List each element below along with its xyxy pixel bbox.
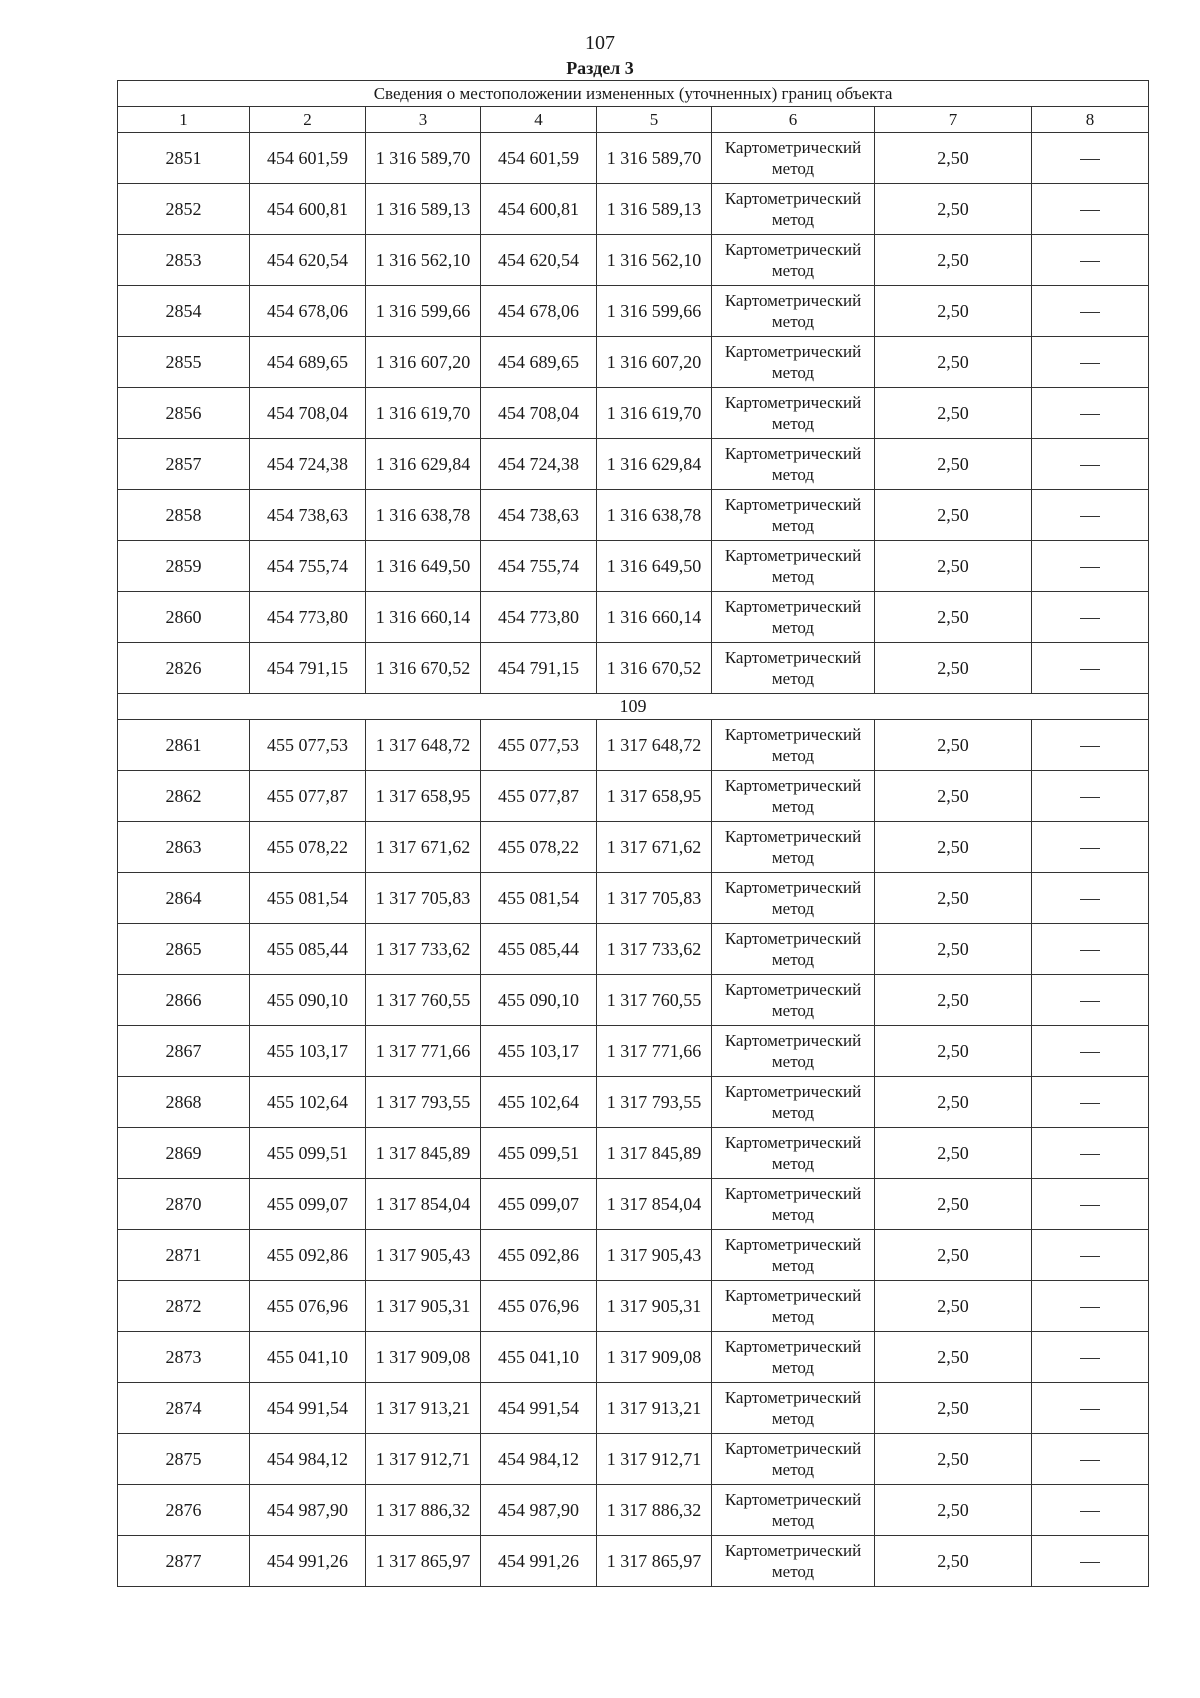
cell-method: Картометрический метод	[712, 235, 875, 286]
column-number: 3	[366, 107, 481, 133]
cell-method: Картометрический метод	[712, 1026, 875, 1077]
cell-y-old: 1 317 648,72	[366, 720, 481, 771]
cell-y-new: 1 316 629,84	[597, 439, 712, 490]
table-row	[118, 924, 1149, 975]
cell-x-old: 454 708,04	[250, 388, 366, 439]
cell-accuracy: 2,50	[875, 490, 1032, 541]
cell-point-number: 2852	[118, 184, 250, 235]
cell-method: Картометрический метод	[712, 592, 875, 643]
cell-accuracy: 2,50	[875, 235, 1032, 286]
table-caption: Сведения о местоположении измененных (уточненных) границ объекта	[118, 81, 1149, 107]
cell-description	[1032, 643, 1149, 694]
table-row	[118, 439, 1149, 490]
cell-x-old: 455 077,87	[250, 771, 366, 822]
dash-mark	[1080, 1562, 1100, 1563]
cell-description	[1032, 924, 1149, 975]
cell-method: Картометрический метод	[712, 286, 875, 337]
cell-x-old: 455 090,10	[250, 975, 366, 1026]
cell-accuracy: 2,50	[875, 873, 1032, 924]
cell-y-old: 1 316 670,52	[366, 643, 481, 694]
cell-point-number: 2868	[118, 1077, 250, 1128]
table-row	[118, 235, 1149, 286]
dash-mark	[1080, 516, 1100, 517]
cell-x-new: 455 099,51	[481, 1128, 597, 1179]
table-body	[118, 133, 1149, 1587]
cell-accuracy: 2,50	[875, 388, 1032, 439]
cell-y-new: 1 317 705,83	[597, 873, 712, 924]
cell-x-new: 455 092,86	[481, 1230, 597, 1281]
cell-x-old: 454 791,15	[250, 643, 366, 694]
cell-accuracy: 2,50	[875, 822, 1032, 873]
cell-x-old: 454 620,54	[250, 235, 366, 286]
cell-x-new: 454 738,63	[481, 490, 597, 541]
cell-point-number: 2873	[118, 1332, 250, 1383]
cell-y-old: 1 316 638,78	[366, 490, 481, 541]
cell-y-old: 1 316 660,14	[366, 592, 481, 643]
cell-x-old: 455 103,17	[250, 1026, 366, 1077]
cell-method: Картометрический метод	[712, 1383, 875, 1434]
table-row	[118, 337, 1149, 388]
cell-y-new: 1 317 913,21	[597, 1383, 712, 1434]
cell-x-new: 454 724,38	[481, 439, 597, 490]
dash-mark	[1080, 1103, 1100, 1104]
cell-accuracy: 2,50	[875, 133, 1032, 184]
cell-x-old: 455 099,51	[250, 1128, 366, 1179]
cell-y-old: 1 317 771,66	[366, 1026, 481, 1077]
cell-description	[1032, 771, 1149, 822]
cell-y-new: 1 317 886,32	[597, 1485, 712, 1536]
cell-x-new: 455 077,53	[481, 720, 597, 771]
cell-method: Картометрический метод	[712, 924, 875, 975]
cell-y-old: 1 316 649,50	[366, 541, 481, 592]
table-row	[118, 1281, 1149, 1332]
table-row	[118, 1026, 1149, 1077]
dash-mark	[1080, 669, 1100, 670]
cell-x-new: 454 991,26	[481, 1536, 597, 1587]
cell-x-new: 454 689,65	[481, 337, 597, 388]
cell-method: Картометрический метод	[712, 1536, 875, 1587]
cell-y-new: 1 316 607,20	[597, 337, 712, 388]
cell-x-new: 455 081,54	[481, 873, 597, 924]
cell-description	[1032, 1281, 1149, 1332]
cell-point-number: 2867	[118, 1026, 250, 1077]
cell-y-new: 1 317 793,55	[597, 1077, 712, 1128]
dash-mark	[1080, 1409, 1100, 1410]
cell-accuracy: 2,50	[875, 1536, 1032, 1587]
dash-mark	[1080, 159, 1100, 160]
cell-y-old: 1 317 913,21	[366, 1383, 481, 1434]
cell-x-old: 455 041,10	[250, 1332, 366, 1383]
cell-description	[1032, 541, 1149, 592]
table-row	[118, 286, 1149, 337]
cell-description	[1032, 490, 1149, 541]
cell-accuracy: 2,50	[875, 1281, 1032, 1332]
table-row	[118, 1230, 1149, 1281]
dash-mark	[1080, 210, 1100, 211]
cell-y-new: 1 316 599,66	[597, 286, 712, 337]
cell-y-new: 1 316 589,70	[597, 133, 712, 184]
cell-point-number: 2853	[118, 235, 250, 286]
cell-description	[1032, 1536, 1149, 1587]
cell-x-new: 455 099,07	[481, 1179, 597, 1230]
section-title: Раздел 3	[566, 58, 634, 78]
cell-method: Картометрический метод	[712, 541, 875, 592]
cell-method: Картометрический метод	[712, 388, 875, 439]
cell-x-new: 455 103,17	[481, 1026, 597, 1077]
cell-x-old: 455 078,22	[250, 822, 366, 873]
coordinates-table	[117, 80, 1149, 1587]
table-row	[118, 490, 1149, 541]
cell-y-new: 1 316 660,14	[597, 592, 712, 643]
cell-point-number: 2864	[118, 873, 250, 924]
dash-mark	[1080, 618, 1100, 619]
dash-mark	[1080, 1256, 1100, 1257]
cell-x-new: 454 755,74	[481, 541, 597, 592]
column-number: 5	[597, 107, 712, 133]
cell-description	[1032, 1434, 1149, 1485]
cell-description	[1032, 975, 1149, 1026]
cell-y-new: 1 317 771,66	[597, 1026, 712, 1077]
column-number: 2	[250, 107, 366, 133]
cell-point-number: 2857	[118, 439, 250, 490]
cell-y-old: 1 317 912,71	[366, 1434, 481, 1485]
dash-mark	[1080, 950, 1100, 951]
cell-accuracy: 2,50	[875, 439, 1032, 490]
cell-y-new: 1 317 905,31	[597, 1281, 712, 1332]
dash-mark	[1080, 1307, 1100, 1308]
dash-mark	[1080, 848, 1100, 849]
contour-group-row	[118, 694, 1149, 720]
cell-x-new: 455 041,10	[481, 1332, 597, 1383]
cell-y-new: 1 317 845,89	[597, 1128, 712, 1179]
dash-mark	[1080, 1511, 1100, 1512]
table-row	[118, 771, 1149, 822]
cell-accuracy: 2,50	[875, 592, 1032, 643]
table-row	[118, 643, 1149, 694]
cell-point-number: 2862	[118, 771, 250, 822]
cell-y-new: 1 317 760,55	[597, 975, 712, 1026]
cell-x-old: 455 076,96	[250, 1281, 366, 1332]
cell-x-new: 455 085,44	[481, 924, 597, 975]
table-row	[118, 1434, 1149, 1485]
cell-method: Картометрический метод	[712, 490, 875, 541]
table-row	[118, 975, 1149, 1026]
cell-method: Картометрический метод	[712, 439, 875, 490]
cell-point-number: 2859	[118, 541, 250, 592]
dash-mark	[1080, 1001, 1100, 1002]
cell-accuracy: 2,50	[875, 975, 1032, 1026]
cell-point-number: 2858	[118, 490, 250, 541]
cell-y-old: 1 317 905,31	[366, 1281, 481, 1332]
cell-y-new: 1 317 912,71	[597, 1434, 712, 1485]
table-row	[118, 1485, 1149, 1536]
cell-method: Картометрический метод	[712, 1281, 875, 1332]
cell-accuracy: 2,50	[875, 1077, 1032, 1128]
table-row	[118, 1077, 1149, 1128]
cell-y-new: 1 317 671,62	[597, 822, 712, 873]
cell-accuracy: 2,50	[875, 1026, 1032, 1077]
cell-method: Картометрический метод	[712, 1332, 875, 1383]
cell-point-number: 2874	[118, 1383, 250, 1434]
cell-x-new: 455 078,22	[481, 822, 597, 873]
cell-method: Картометрический метод	[712, 873, 875, 924]
cell-method: Картометрический метод	[712, 337, 875, 388]
cell-x-old: 454 678,06	[250, 286, 366, 337]
cell-y-old: 1 316 599,66	[366, 286, 481, 337]
cell-method: Картометрический метод	[712, 184, 875, 235]
cell-y-old: 1 316 589,70	[366, 133, 481, 184]
cell-y-old: 1 317 733,62	[366, 924, 481, 975]
cell-y-old: 1 317 760,55	[366, 975, 481, 1026]
cell-point-number: 2876	[118, 1485, 250, 1536]
table-row	[118, 133, 1149, 184]
cell-x-old: 454 773,80	[250, 592, 366, 643]
cell-y-new: 1 317 658,95	[597, 771, 712, 822]
cell-x-new: 454 984,12	[481, 1434, 597, 1485]
cell-x-old: 455 077,53	[250, 720, 366, 771]
cell-x-new: 454 791,15	[481, 643, 597, 694]
column-number: 8	[1032, 107, 1149, 133]
cell-x-new: 454 601,59	[481, 133, 597, 184]
table-row	[118, 184, 1149, 235]
cell-x-new: 454 987,90	[481, 1485, 597, 1536]
cell-description	[1032, 1230, 1149, 1281]
cell-description	[1032, 388, 1149, 439]
cell-y-new: 1 316 589,13	[597, 184, 712, 235]
cell-y-new: 1 316 670,52	[597, 643, 712, 694]
cell-x-new: 454 708,04	[481, 388, 597, 439]
cell-method: Картометрический метод	[712, 133, 875, 184]
cell-x-old: 454 724,38	[250, 439, 366, 490]
cell-x-old: 455 099,07	[250, 1179, 366, 1230]
cell-accuracy: 2,50	[875, 1332, 1032, 1383]
cell-description	[1032, 235, 1149, 286]
cell-method: Картометрический метод	[712, 975, 875, 1026]
cell-accuracy: 2,50	[875, 1383, 1032, 1434]
table-row	[118, 388, 1149, 439]
dash-mark	[1080, 414, 1100, 415]
cell-point-number: 2856	[118, 388, 250, 439]
cell-description	[1032, 1128, 1149, 1179]
cell-description	[1032, 286, 1149, 337]
cell-description	[1032, 184, 1149, 235]
dash-mark	[1080, 1154, 1100, 1155]
cell-x-new: 454 678,06	[481, 286, 597, 337]
cell-accuracy: 2,50	[875, 924, 1032, 975]
cell-point-number: 2866	[118, 975, 250, 1026]
cell-description	[1032, 1485, 1149, 1536]
cell-y-new: 1 317 733,62	[597, 924, 712, 975]
cell-x-old: 455 092,86	[250, 1230, 366, 1281]
cell-x-old: 455 081,54	[250, 873, 366, 924]
cell-point-number: 2855	[118, 337, 250, 388]
cell-description	[1032, 873, 1149, 924]
cell-y-old: 1 317 845,89	[366, 1128, 481, 1179]
cell-x-old: 454 991,26	[250, 1536, 366, 1587]
dash-mark	[1080, 363, 1100, 364]
cell-method: Картометрический метод	[712, 1485, 875, 1536]
cell-y-old: 1 317 854,04	[366, 1179, 481, 1230]
cell-accuracy: 2,50	[875, 1128, 1032, 1179]
cell-y-old: 1 317 671,62	[366, 822, 481, 873]
dash-mark	[1080, 261, 1100, 262]
cell-method: Картометрический метод	[712, 720, 875, 771]
table-row	[118, 592, 1149, 643]
cell-accuracy: 2,50	[875, 771, 1032, 822]
cell-method: Картометрический метод	[712, 822, 875, 873]
cell-description	[1032, 1077, 1149, 1128]
table-row	[118, 822, 1149, 873]
cell-method: Картометрический метод	[712, 1434, 875, 1485]
column-number: 4	[481, 107, 597, 133]
cell-description	[1032, 1383, 1149, 1434]
column-number-row	[118, 107, 1149, 133]
cell-y-old: 1 317 658,95	[366, 771, 481, 822]
table-row	[118, 1536, 1149, 1587]
cell-x-old: 454 991,54	[250, 1383, 366, 1434]
cell-x-old: 454 689,65	[250, 337, 366, 388]
cell-method: Картометрический метод	[712, 643, 875, 694]
table-row	[118, 541, 1149, 592]
dash-mark	[1080, 746, 1100, 747]
cell-description	[1032, 439, 1149, 490]
cell-description	[1032, 1332, 1149, 1383]
cell-point-number: 2872	[118, 1281, 250, 1332]
cell-point-number: 2875	[118, 1434, 250, 1485]
cell-x-new: 455 090,10	[481, 975, 597, 1026]
table-row	[118, 1179, 1149, 1230]
cell-y-old: 1 316 607,20	[366, 337, 481, 388]
cell-x-new: 454 620,54	[481, 235, 597, 286]
table-row	[118, 1128, 1149, 1179]
dash-mark	[1080, 1205, 1100, 1206]
cell-x-new: 454 600,81	[481, 184, 597, 235]
dash-mark	[1080, 567, 1100, 568]
cell-y-new: 1 317 854,04	[597, 1179, 712, 1230]
cell-x-new: 454 991,54	[481, 1383, 597, 1434]
cell-y-new: 1 316 619,70	[597, 388, 712, 439]
dash-mark	[1080, 1052, 1100, 1053]
cell-x-old: 454 600,81	[250, 184, 366, 235]
dash-mark	[1080, 1460, 1100, 1461]
cell-method: Картометрический метод	[712, 1077, 875, 1128]
column-number: 6	[712, 107, 875, 133]
cell-x-old: 454 755,74	[250, 541, 366, 592]
cell-accuracy: 2,50	[875, 643, 1032, 694]
cell-y-new: 1 317 905,43	[597, 1230, 712, 1281]
cell-accuracy: 2,50	[875, 184, 1032, 235]
cell-point-number: 2870	[118, 1179, 250, 1230]
cell-description	[1032, 592, 1149, 643]
cell-description	[1032, 1026, 1149, 1077]
cell-point-number: 2863	[118, 822, 250, 873]
cell-point-number: 2869	[118, 1128, 250, 1179]
cell-point-number: 2860	[118, 592, 250, 643]
cell-point-number: 2877	[118, 1536, 250, 1587]
cell-y-new: 1 316 562,10	[597, 235, 712, 286]
cell-accuracy: 2,50	[875, 1434, 1032, 1485]
cell-y-old: 1 317 793,55	[366, 1077, 481, 1128]
cell-x-old: 454 987,90	[250, 1485, 366, 1536]
dash-mark	[1080, 465, 1100, 466]
contour-group-label: 109	[118, 694, 1149, 720]
cell-x-new: 455 077,87	[481, 771, 597, 822]
cell-method: Картометрический метод	[712, 1179, 875, 1230]
cell-y-old: 1 316 619,70	[366, 388, 481, 439]
cell-x-old: 454 601,59	[250, 133, 366, 184]
cell-y-new: 1 317 909,08	[597, 1332, 712, 1383]
cell-description	[1032, 133, 1149, 184]
page-number: 107	[585, 32, 615, 54]
cell-accuracy: 2,50	[875, 720, 1032, 771]
column-number: 7	[875, 107, 1032, 133]
dash-mark	[1080, 1358, 1100, 1359]
cell-point-number: 2861	[118, 720, 250, 771]
column-number: 1	[118, 107, 250, 133]
dash-mark	[1080, 797, 1100, 798]
cell-y-old: 1 317 886,32	[366, 1485, 481, 1536]
table-row	[118, 720, 1149, 771]
cell-y-old: 1 316 629,84	[366, 439, 481, 490]
cell-y-new: 1 316 638,78	[597, 490, 712, 541]
cell-description	[1032, 337, 1149, 388]
dash-mark	[1080, 312, 1100, 313]
table-row	[118, 1383, 1149, 1434]
cell-y-old: 1 317 865,97	[366, 1536, 481, 1587]
cell-y-new: 1 317 648,72	[597, 720, 712, 771]
table-row	[118, 873, 1149, 924]
cell-x-old: 455 085,44	[250, 924, 366, 975]
cell-x-new: 454 773,80	[481, 592, 597, 643]
cell-accuracy: 2,50	[875, 337, 1032, 388]
cell-y-old: 1 317 909,08	[366, 1332, 481, 1383]
cell-point-number: 2865	[118, 924, 250, 975]
cell-y-old: 1 317 705,83	[366, 873, 481, 924]
cell-x-old: 455 102,64	[250, 1077, 366, 1128]
cell-method: Картометрический метод	[712, 1128, 875, 1179]
cell-accuracy: 2,50	[875, 1485, 1032, 1536]
cell-point-number: 2854	[118, 286, 250, 337]
cell-point-number: 2851	[118, 133, 250, 184]
cell-accuracy: 2,50	[875, 286, 1032, 337]
cell-accuracy: 2,50	[875, 541, 1032, 592]
cell-description	[1032, 822, 1149, 873]
cell-y-old: 1 317 905,43	[366, 1230, 481, 1281]
cell-point-number: 2826	[118, 643, 250, 694]
cell-method: Картометрический метод	[712, 771, 875, 822]
cell-x-new: 455 102,64	[481, 1077, 597, 1128]
cell-accuracy: 2,50	[875, 1230, 1032, 1281]
table-row	[118, 1332, 1149, 1383]
cell-y-old: 1 316 562,10	[366, 235, 481, 286]
cell-x-old: 454 738,63	[250, 490, 366, 541]
cell-x-new: 455 076,96	[481, 1281, 597, 1332]
cell-x-old: 454 984,12	[250, 1434, 366, 1485]
cell-y-old: 1 316 589,13	[366, 184, 481, 235]
cell-y-new: 1 317 865,97	[597, 1536, 712, 1587]
cell-description	[1032, 720, 1149, 771]
cell-accuracy: 2,50	[875, 1179, 1032, 1230]
dash-mark	[1080, 899, 1100, 900]
cell-description	[1032, 1179, 1149, 1230]
cell-y-new: 1 316 649,50	[597, 541, 712, 592]
cell-method: Картометрический метод	[712, 1230, 875, 1281]
cell-point-number: 2871	[118, 1230, 250, 1281]
